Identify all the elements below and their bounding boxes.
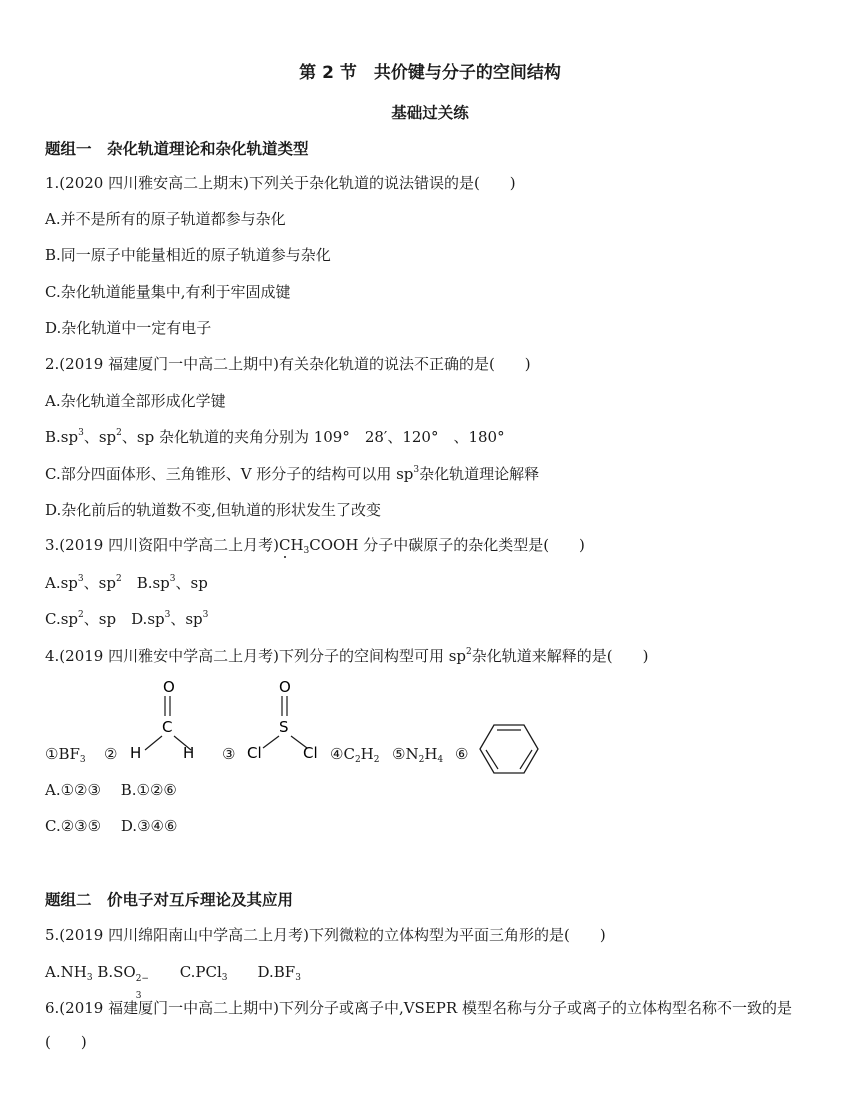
option-3-marker: ③ (222, 745, 236, 763)
question-2-option-c: C.部分四面体形、三角锥形、V 形分子的结构可以用 $sp^3$杂化轨道理论解释 (45, 465, 540, 483)
question-5-stem: 5.(2019 四川绵阳南山中学高二上月考)下列微粒的立体构型为平面三角形的是( ) (45, 926, 606, 944)
question-2-option-b: $B.sp^3$、$sp^2$、sp 杂化轨道的夹角分别为 109° 28′、120° 、180° (45, 428, 505, 446)
question-1-option-d: D.杂化轨道中一定有电子 (45, 319, 212, 337)
question-5-options: $A.NH_3$ B.SO 2− 3 C.PCl$_3$ $D.BF_3$ (45, 963, 301, 1001)
section-heading-group2: 题组二 价电子对互斥理论及其应用 (45, 891, 294, 909)
thionyl-cl2: Cl (303, 744, 318, 762)
question-3-options-cd: $C.sp^2$、sp $D.sp^3$、$sp^3$ (45, 610, 209, 628)
formaldehyde-o: O (163, 678, 175, 696)
question-4-stem: 4.(2019 四川雅安中学高二上月考)下列分子的空间构型可用 $sp^2$杂化轨道来解释的是( ) (45, 647, 649, 665)
thionyl-o: O (279, 678, 291, 696)
option-n2h4: $⑤N_2H_4$ (392, 745, 444, 765)
question-3-options-ab: $A.sp^3$、$sp^2$ $B.sp^3$、sp (45, 574, 208, 592)
page-subtitle: 基础过关练 (391, 104, 469, 122)
question-1-option-b: B.同一原子中能量相近的原子轨道参与杂化 (45, 246, 331, 264)
formaldehyde-h1: H (130, 744, 142, 762)
option-bf3: $①BF_3$ (45, 745, 86, 765)
question-4-options-ab: A.①②③ B.①②⑥ (45, 781, 177, 799)
benzene-structure (478, 722, 540, 776)
page-title: 第 2 节 共价键与分子的空间结构 (299, 63, 561, 83)
question-6-stem: 6.(2019 福建厦门一中高二上期中)下列分子或离子中,VSEPR 模型名称与分子或离子的立体构型名称不一致的是( ) (45, 999, 792, 1051)
question-3-stem: 3.(2019 四川资阳中学高二上月考)$CH_3COOH$ 分子中碳原子的杂化类型是( ) (45, 536, 585, 556)
thionyl-cl1: Cl (247, 744, 262, 762)
option-c2h2: $④C_2H_2$ (330, 745, 380, 765)
question-4-options-cd: C.②③⑤ D.③④⑥ (45, 817, 178, 835)
section-heading-group1: 题组一 杂化轨道理论和杂化轨道类型 (45, 140, 309, 158)
thionyl-chloride-structure (245, 676, 335, 766)
formaldehyde-h2: H (183, 744, 195, 762)
question-2-stem: 2.(2019 福建厦门一中高二上期中)有关杂化轨道的说法不正确的是( ) (45, 355, 531, 373)
question-2-option-d: D.杂化前后的轨道数不变,但轨道的形状发生了改变 (45, 501, 382, 519)
formaldehyde-c: C (162, 718, 173, 736)
option-2-marker: ② (104, 745, 118, 763)
question-1-option-a: A.并不是所有的原子轨道都参与杂化 (45, 210, 286, 228)
option-6-marker: ⑥ (455, 745, 469, 763)
formaldehyde-structure (125, 676, 210, 766)
question-2-option-a: A.杂化轨道全部形成化学键 (45, 392, 226, 410)
question-1-option-c: C.杂化轨道能量集中,有利于牢固成键 (45, 283, 291, 301)
question-1-stem: 1.(2020 四川雅安高二上期末)下列关于杂化轨道的说法错误的是( ) (45, 174, 516, 192)
thionyl-s: S (279, 718, 289, 736)
